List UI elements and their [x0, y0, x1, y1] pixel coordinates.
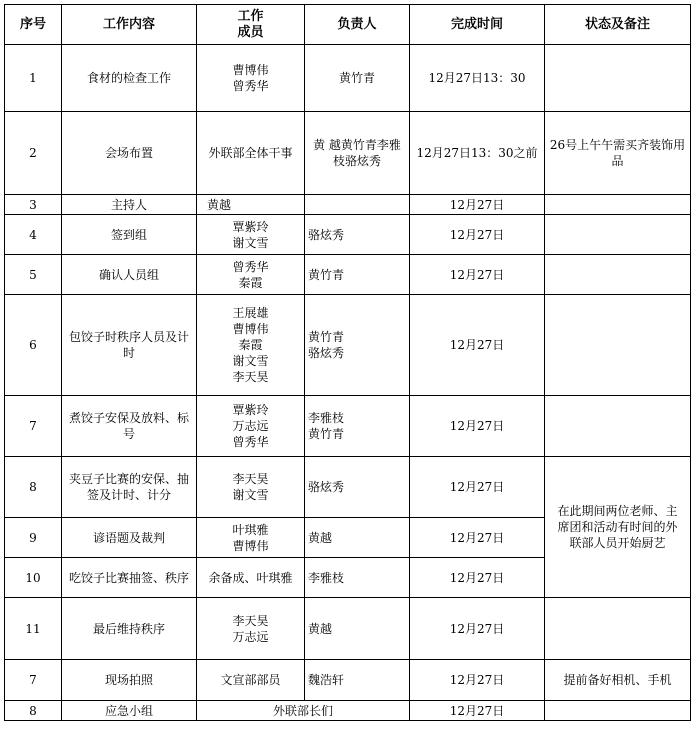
cell-status: 提前备好相机、手机 — [545, 660, 691, 701]
cell-content: 食材的检查工作 — [62, 45, 197, 112]
cell-owner: 骆炫秀 — [305, 215, 410, 255]
cell-owner: 黄竹青 — [305, 45, 410, 112]
cell-members: 曹博伟 曾秀华 — [197, 45, 305, 112]
cell-status — [545, 255, 691, 295]
table-row — [5, 598, 691, 660]
cell-content: 吃饺子比赛抽签、秩序 — [62, 558, 197, 598]
cell-owner: 骆炫秀 — [305, 457, 410, 518]
cell-seq: 8 — [5, 457, 62, 518]
cell-time: 12月27日 — [410, 598, 545, 660]
table-row — [5, 215, 691, 255]
cell-owner: 黄竹青 骆炫秀 — [305, 295, 410, 396]
cell-content: 确认人员组 — [62, 255, 197, 295]
table-row — [5, 295, 691, 396]
cell-members: 黄越 — [197, 195, 305, 215]
cell-members: 李天昊 谢文雪 — [197, 457, 305, 518]
cell-seq: 6 — [5, 295, 62, 396]
cell-time: 12月27日 — [410, 195, 545, 215]
cell-seq: 10 — [5, 558, 62, 598]
cell-status — [545, 295, 691, 396]
cell-status-merged: 在此期间两位老师、主席团和活动有时间的外联部人员开始厨艺 — [545, 457, 691, 598]
cell-time: 12月27日13：30 — [410, 45, 545, 112]
cell-status — [545, 195, 691, 215]
cell-members: 文宣部部员 — [197, 660, 305, 701]
cell-seq: 5 — [5, 255, 62, 295]
table-row — [5, 112, 691, 195]
cell-seq: 7 — [5, 660, 62, 701]
cell-members: 余备成、叶琪雅 — [197, 558, 305, 598]
cell-owner: 黄越 — [305, 598, 410, 660]
cell-content: 会场布置 — [62, 112, 197, 195]
cell-content: 应急小组 — [62, 701, 197, 721]
cell-time: 12月27日 — [410, 660, 545, 701]
table-row — [5, 701, 691, 721]
cell-seq: 3 — [5, 195, 62, 215]
cell-owner: 魏浩轩 — [305, 660, 410, 701]
cell-seq: 2 — [5, 112, 62, 195]
cell-content: 包饺子时秩序人员及计时 — [62, 295, 197, 396]
cell-content: 谚语题及裁判 — [62, 518, 197, 558]
table-row — [5, 660, 691, 701]
cell-members: 覃紫玲 万志远 曾秀华 — [197, 396, 305, 457]
cell-owner: 黄越 — [305, 518, 410, 558]
cell-time: 12月27日 — [410, 518, 545, 558]
cell-status — [545, 215, 691, 255]
cell-status — [545, 598, 691, 660]
header-row — [5, 5, 691, 45]
header-content: 工作内容 — [62, 5, 197, 45]
header-seq: 序号 — [5, 5, 62, 45]
cell-owner: 黄 越黄竹青李雅枝骆炫秀 — [305, 112, 410, 195]
cell-status — [545, 396, 691, 457]
cell-time: 12月27日 — [410, 295, 545, 396]
cell-members: 覃紫玲 谢文雪 — [197, 215, 305, 255]
table-row — [5, 255, 691, 295]
table-row — [5, 45, 691, 112]
cell-content: 主持人 — [62, 195, 197, 215]
header-owner: 负责人 — [305, 5, 410, 45]
schedule-table-wrap — [4, 4, 691, 721]
cell-members: 曾秀华 秦霞 — [197, 255, 305, 295]
cell-time: 12月27日 — [410, 396, 545, 457]
cell-content: 现场拍照 — [62, 660, 197, 701]
cell-status — [545, 45, 691, 112]
cell-owner: 黄竹青 — [305, 255, 410, 295]
table-row — [5, 195, 691, 215]
header-members-label: 工作 成员 — [237, 8, 264, 40]
cell-status — [545, 701, 691, 721]
cell-seq: 9 — [5, 518, 62, 558]
cell-content: 最后维持秩序 — [62, 598, 197, 660]
cell-members: 李天昊 万志远 — [197, 598, 305, 660]
cell-seq: 4 — [5, 215, 62, 255]
cell-seq: 1 — [5, 45, 62, 112]
cell-time: 12月27日 — [410, 215, 545, 255]
cell-content: 签到组 — [62, 215, 197, 255]
cell-members: 王展雄 曹博伟 秦霞 谢文雪 李天昊 — [197, 295, 305, 396]
cell-time: 12月27日 — [410, 558, 545, 598]
table-row — [5, 396, 691, 457]
cell-time: 12月27日 — [410, 701, 545, 721]
header-members — [197, 5, 305, 45]
table-row — [5, 457, 691, 518]
cell-time: 12月27日 — [410, 457, 545, 518]
cell-seq: 8 — [5, 701, 62, 721]
schedule-table — [4, 4, 691, 721]
cell-content: 夹豆子比赛的安保、抽签及计时、计分 — [62, 457, 197, 518]
cell-time: 12月27日 — [410, 255, 545, 295]
cell-owner: 李雅枝 黄竹青 — [305, 396, 410, 457]
cell-members: 外联部全体干事 — [197, 112, 305, 195]
cell-content: 煮饺子安保及放料、标号 — [62, 396, 197, 457]
cell-owner: 李雅枝 — [305, 558, 410, 598]
cell-members-merged: 外联部长们 — [197, 701, 410, 721]
cell-seq: 7 — [5, 396, 62, 457]
cell-members: 叶琪雅 曹博伟 — [197, 518, 305, 558]
cell-time: 12月27日13：30之前 — [410, 112, 545, 195]
header-status: 状态及备注 — [545, 5, 691, 45]
cell-owner — [305, 195, 410, 215]
header-time: 完成时间 — [410, 5, 545, 45]
cell-status: 26号上午午需买齐装饰用品 — [545, 112, 691, 195]
cell-seq: 11 — [5, 598, 62, 660]
